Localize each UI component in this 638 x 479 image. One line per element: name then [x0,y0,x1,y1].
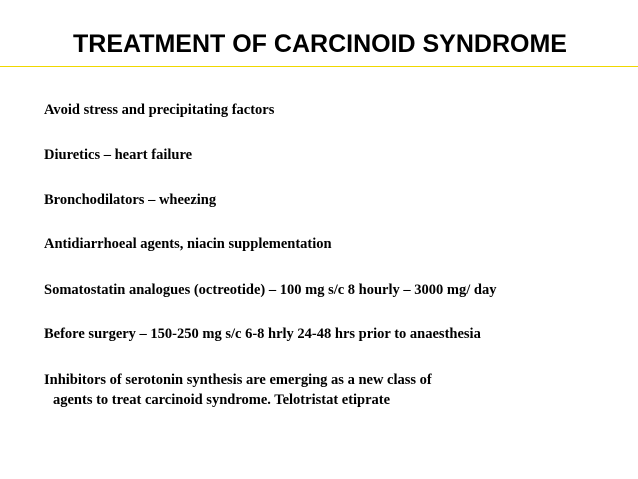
bullet-item: Avoid stress and precipitating factors [44,102,275,118]
bullet-item: Before surgery – 150-250 mg s/c 6-8 hrly 24-48 hrs prior to anaesthesia [44,326,481,342]
bullet-item: Bronchodilators – wheezing [44,192,217,208]
title-divider-line [0,66,638,67]
bullet-item: Diuretics – heart failure [44,147,193,163]
bullet-line-2: agents to treat carcinoid syndrome. Telotristat etiprate [53,392,391,408]
slide-title: TREATMENT OF CARCINOID SYNDROME [73,30,567,58]
bullet-item: Somatostatin analogues (octreotide) – 100 mg s/c 8 hourly – 3000 mg/ day [44,282,497,298]
bullet-item-multiline [44,370,624,410]
bullet-item: Antidiarrhoeal agents, niacin supplementation [44,236,332,252]
bullet-line-1: Inhibitors of serotonin synthesis are emerging as a new class of [44,372,432,388]
